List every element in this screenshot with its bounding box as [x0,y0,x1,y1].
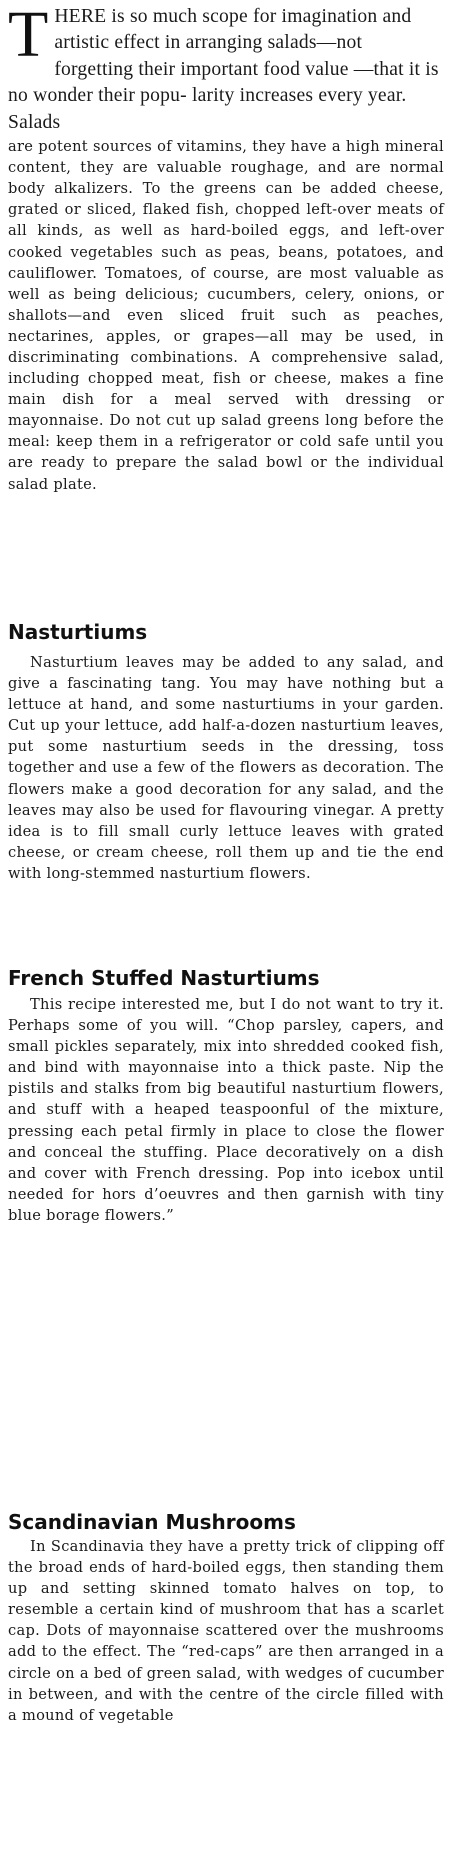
section-text: In Scandinavia they have a pretty trick of clipping off the broad ends of hard-boiled eggs, then standing them up and setting skinned tomato halves on top, to resemble a certain kind of mushroom that has a scarlet cap. Dots of mayonnaise scattered over the mushrooms add to the effect. The “red-caps” are then arranged in a circle on a bed of green salad, with wedges of cucumber in between, and with the centre of the circle filled with a mound of vegetable [8,1538,444,1724]
section-heading: Scandinavian Mushrooms [8,1510,296,1534]
section-text: Nasturtium leaves may be added to any salad, and give a fascinating tang. You may have nothing but a lettuce at hand, and some nasturtiums in your garden. Cut up your lettuce, add half-a-dozen nasturtium leaves, put some nasturtium seeds in the dressing, toss together and use a few of the flowers as decoration. The flowers make a good decoration for any salad, and the leaves may also be used for flavouring vinegar. A pretty idea is to fill small curly lettuce leaves with grated cheese, or cream cheese, roll them up and tie the end with long-stemmed nasturtium flowers. [8,654,444,882]
article-page [8,0,444,1868]
section-text: This recipe interested me, but I do not want to try it. Perhaps some of you will. “Chop parsley, capers, and small pickles separately, mix into shredded cooked fish, and bind with mayonnaise into a thick paste. Nip the pistils and stalks from big beautiful nasturtium flowers, and stuff with a heaped teaspoonful of the mixture, pressing each petal firmly in place to close the flower and conceal the stuffing. Place decoratively on a dish and cover with French dressing. Pop into icebox until needed for hors d’oeuvres and then garnish with tiny blue borage flowers.” [8,996,444,1224]
lead-tail-text: larity increases every year. Salads [8,85,407,133]
section-nasturtiums [8,620,444,884]
section-heading: Nasturtiums [8,620,148,644]
intro-body: are potent sources of vitamins, they have a high mineral content, they are valuable roughage, and are normal body alkalizers. To the greens can be added cheese, grated or sliced, flaked fish, chopped left-over meats of all kinds, as well as hard-boiled eggs, and left-over cooked vegetables such as peas, beans, potatoes, and cauliflower. Tomatoes, of course, are most valuable as well as being delicious; cucumbers, celery, onions, or shallots—and even sliced fruit such as peaches, nectarines, apples, or grapes—all may be used, in discriminating combinations. A comprehensive salad, including chopped meat, fish or cheese, makes a fine main dish for a meal served with dressing or mayonnaise. Do not cut up salad greens long before the meal: keep them in a refrigerator or cold safe until you are ready to prepare the salad bowl or the individual salad plate. [8,138,444,493]
section-french-stuffed-nasturtiums [8,966,444,1226]
drop-cap: T [8,0,49,71]
intro-section [8,0,444,495]
lead-text: HERE is so much scope for imagination and artistic effect in arranging salads—not forgetting their important food value —that it is no wonder their popu- [8,6,439,107]
section-heading: French Stuffed Nasturtiums [8,966,320,990]
section-scandinavian-mushrooms [8,1510,444,1726]
